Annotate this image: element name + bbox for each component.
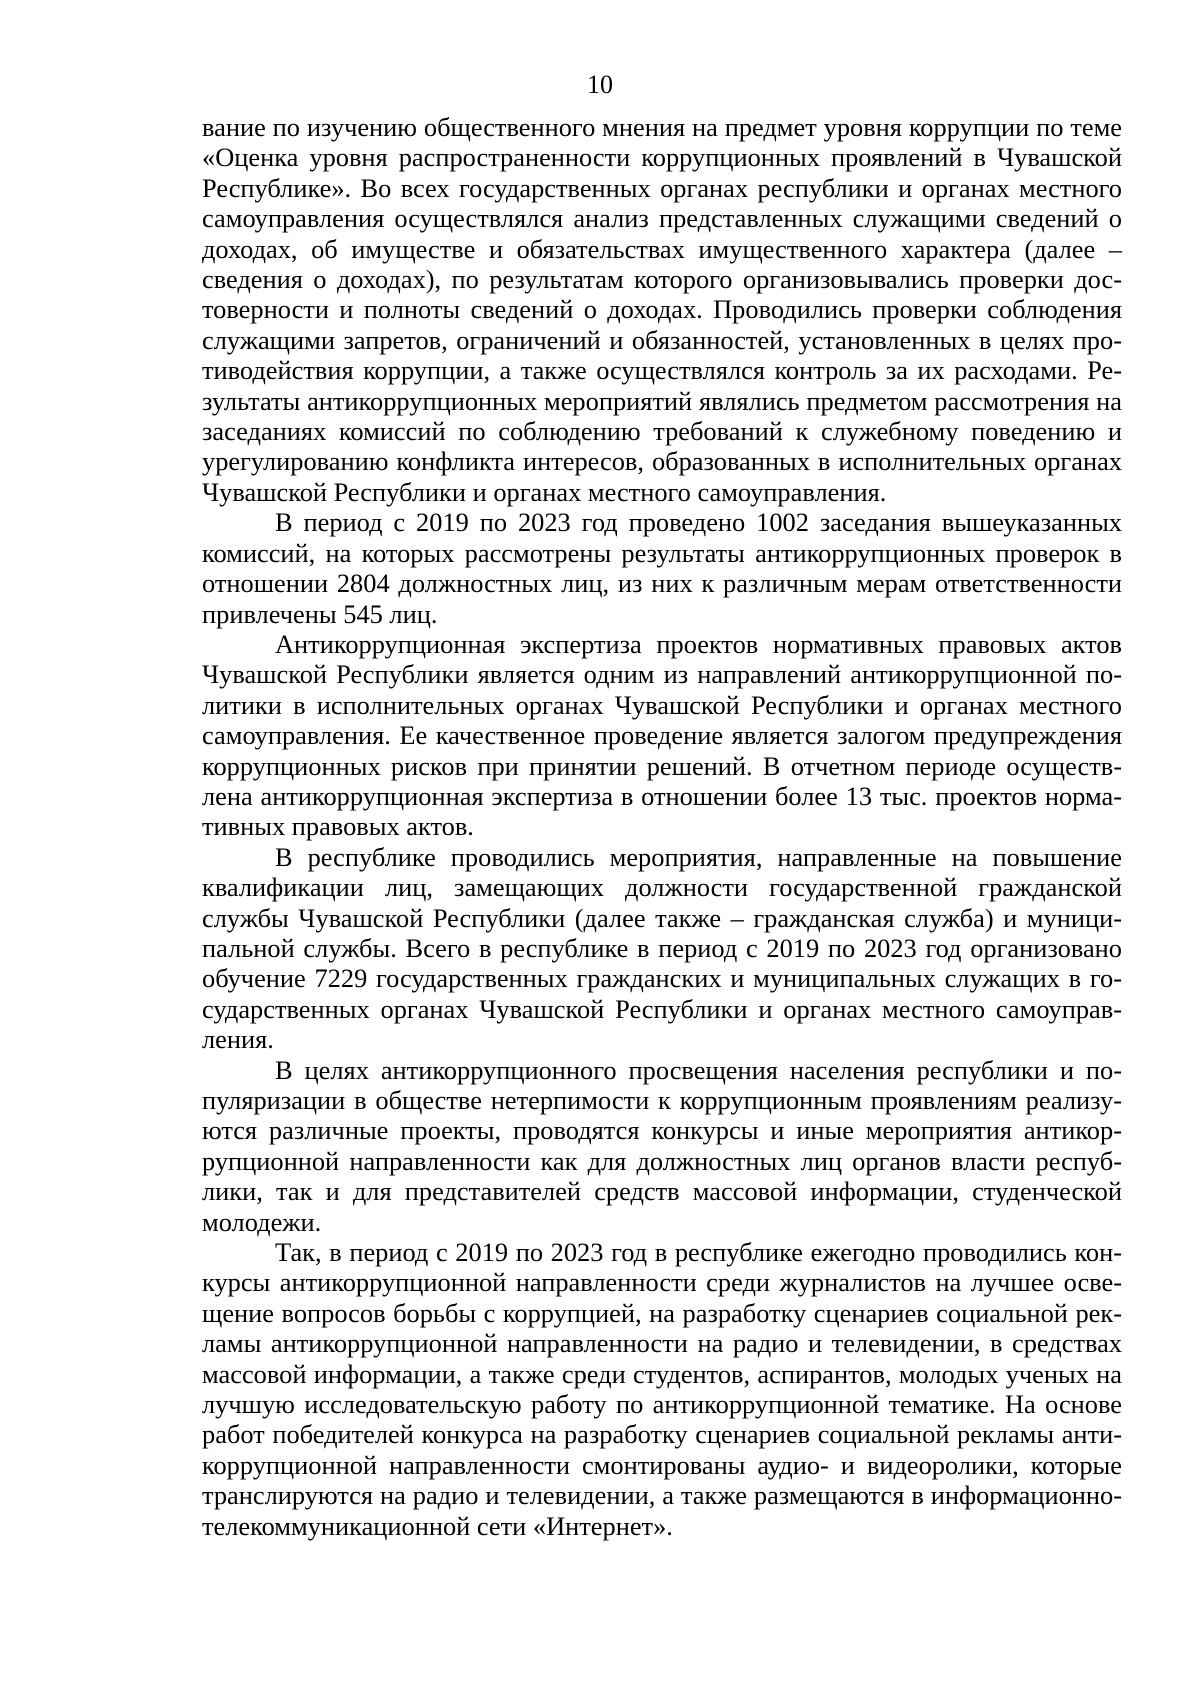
paragraph-anticorruption-education: В целях антикоррупционного просвещения населения республики и популяризации в обществе нетерпимости к коррупционным проявлениям реализуются различные проекты, проводятся конкурсы и иные мероприятия антикоррупционной направленности как для должностных лиц органов власти республики, так и для представителей средств массовой информации, студенческой молодежи.: [202, 1054, 1122, 1237]
paragraph-contests: Так, в период с 2019 по 2023 год в республике ежегодно проводились конкурсы антикоррупционной направленности среди журналистов на лучшее освещение вопросов борьбы с коррупцией, на разработку сценариев социальной рекламы антикоррупционной направленности на радио и телевидении, в средствах массовой информации, а также среди студентов, аспирантов, молодых ученых на лучшую исследовательскую работу по антикоррупционной тематике. На основе работ победителей конкурса на разработку сценариев социальной рекламы антикоррупционной направленности смонтированы аудио- и видеоролики, которые транслируются на радио и телевидении, а также размещаются в информационно-телекоммуникационной сети «Интернет».: [202, 1237, 1122, 1541]
document-body: [202, 112, 1122, 1541]
paragraph-qualification-training: В республике проводились мероприятия, направленные на повышение квалификации лиц, замещающих должности государственной гражданской службы Чувашской Республики (далее также – гражданская служба) и муниципальной службы. Всего в республике в период с 2019 по 2023 год организовано обучение 7229 государственных гражданских и муниципальных служащих в государственных органах Чувашской Республики и органах местного самоуправления.: [202, 841, 1122, 1055]
paragraph-anticorruption-expertise: Антикоррупционная экспертиза проектов нормативных правовых актов Чувашской Республики является одним из направлений антикоррупционной политики в исполнительных органах Чувашской Республики и органах местного самоуправления. Ее качественное проведение является залогом предупреждения коррупционных рисков при принятии решений. В отчетном периоде осуществлена антикоррупционная экспертиза в отношении более 13 тыс. проектов нормативных правовых актов.: [202, 628, 1122, 842]
paragraph-commission-meetings: В период с 2019 по 2023 год проведено 1002 заседания вышеуказанных комиссий, на которых рассмотрены результаты антикоррупционных проверок в отношении 2804 должностных лиц, из них к различным мерам ответственности привлечены 545 лиц.: [202, 507, 1122, 629]
page-number: 10: [587, 70, 613, 99]
paragraph-continuation: вание по изучению общественного мнения на предмет уровня коррупции по теме «Оценка уровня распространенности коррупционных проявлений в Чувашской Республике». Во всех государственных органах республики и органах местного самоуправления осуществлялся анализ представленных служащими сведений о доходах, об имуществе и обязательствах имущественного характера (далее – сведения о доходах), по результатам которого организовывались проверки достоверности и полноты сведений о доходах. Проводились проверки соблюдения служащими запретов, ограничений и обязанностей, установленных в целях противодействия коррупции, а также осуществлялся контроль за их расходами. Результаты антикоррупционных мероприятий являлись предметом рассмотрения на заседаниях комиссий по соблюдению требований к служебному поведению и урегулированию конфликта интересов, образованных в исполнительных органах Чувашской Республики и органах местного самоуправления.: [202, 112, 1122, 507]
